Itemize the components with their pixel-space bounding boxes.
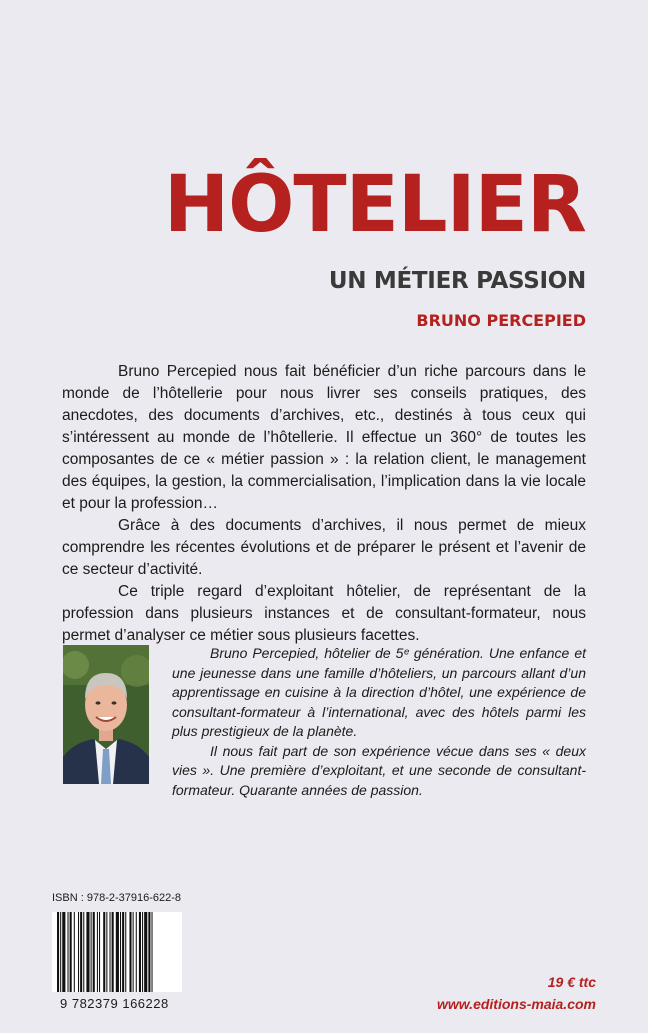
barcode-bar	[99, 912, 100, 992]
bio-paragraph: Il nous fait part de son expérience vécue dans ses « deux vies ». Une première d’exploitant, et une seconde de consultant-formateur. Quarante années de passion.	[172, 742, 586, 798]
barcode-bar	[74, 912, 75, 992]
author-photo	[63, 645, 149, 784]
barcode-bar	[136, 912, 137, 992]
barcode	[52, 912, 182, 992]
barcode-bar	[142, 912, 143, 992]
barcode-bar	[152, 912, 153, 992]
barcode-bar	[86, 912, 89, 992]
author-name: BRUNO PERCEPIED	[416, 311, 586, 330]
summary-paragraph: Bruno Percepied nous fait bénéficier d’un riche parcours dans le monde de l’hôtellerie pour nous livrer ses conseils pratiques, des anecdotes, des documents d’archives, etc., destinés à tous ceux qui s’intéressent au monde de l’hôtellerie. Il effectue un 360° de toutes les composantes de ce « métier passion » : la relation client, le management des équipes, la gestion, la commercialisation, l’implication dans la vie locale et pour la profession…	[62, 363, 586, 512]
barcode-bar	[139, 912, 141, 992]
price: 19 € ttc	[547, 974, 596, 990]
barcode-bar	[83, 912, 84, 992]
summary-paragraph: Ce triple regard d’exploitant hôtelier, de représentant de la profession dans plusieurs instances et de consultant-formateur, nous permet d’analyser ce métier sous plusieurs facettes.	[62, 583, 586, 644]
barcode-bar	[91, 912, 92, 992]
book-summary	[62, 361, 586, 647]
book-title: HÔTELIER	[163, 160, 586, 250]
barcode-bar	[80, 912, 82, 992]
barcode-bar	[103, 912, 105, 992]
barcode-bar	[93, 912, 95, 992]
barcode-bar	[144, 912, 147, 992]
author-bio	[172, 644, 586, 800]
barcode-bar	[148, 912, 150, 992]
barcode-bar	[125, 912, 126, 992]
barcode-bar	[129, 912, 131, 992]
publisher-website[interactable]: www.editions-maia.com	[437, 996, 596, 1012]
barcode-bar	[106, 912, 107, 992]
barcode-bar	[112, 912, 114, 992]
barcode-bar	[116, 912, 119, 992]
barcode-bar	[97, 912, 98, 992]
barcode-bar	[70, 912, 72, 992]
bio-paragraph: Bruno Percepied, hôtelier de 5ᵉ génération. Une enfance et une jeunesse dans une famille d’hôteliers, un parcours allant d’un apprentissage en cuisine à la direction d’hôtel, une expérience de consultant-formateur à l’international, avec des hôtels parmi les plus prestigieux de la planète.	[172, 645, 586, 739]
barcode-bar	[68, 912, 69, 992]
isbn-label: ISBN : 978-2-37916-622-8	[52, 892, 182, 904]
barcode-digits: 9 782379 166228	[60, 996, 169, 1011]
barcode-bar	[120, 912, 121, 992]
barcode-bar	[60, 912, 61, 992]
barcode-bar	[133, 912, 134, 992]
barcode-bar	[122, 912, 124, 992]
barcode-bar	[62, 912, 65, 992]
summary-paragraph: Grâce à des documents d’archives, il nous permet de mieux comprendre les récentes évolutions et de préparer le présent et l’avenir de ce secteur d’activité.	[62, 517, 586, 578]
barcode-bar	[57, 912, 59, 992]
barcode-bar	[78, 912, 79, 992]
barcode-bar	[110, 912, 111, 992]
book-subtitle: UN MÉTIER PASSION	[328, 268, 586, 294]
